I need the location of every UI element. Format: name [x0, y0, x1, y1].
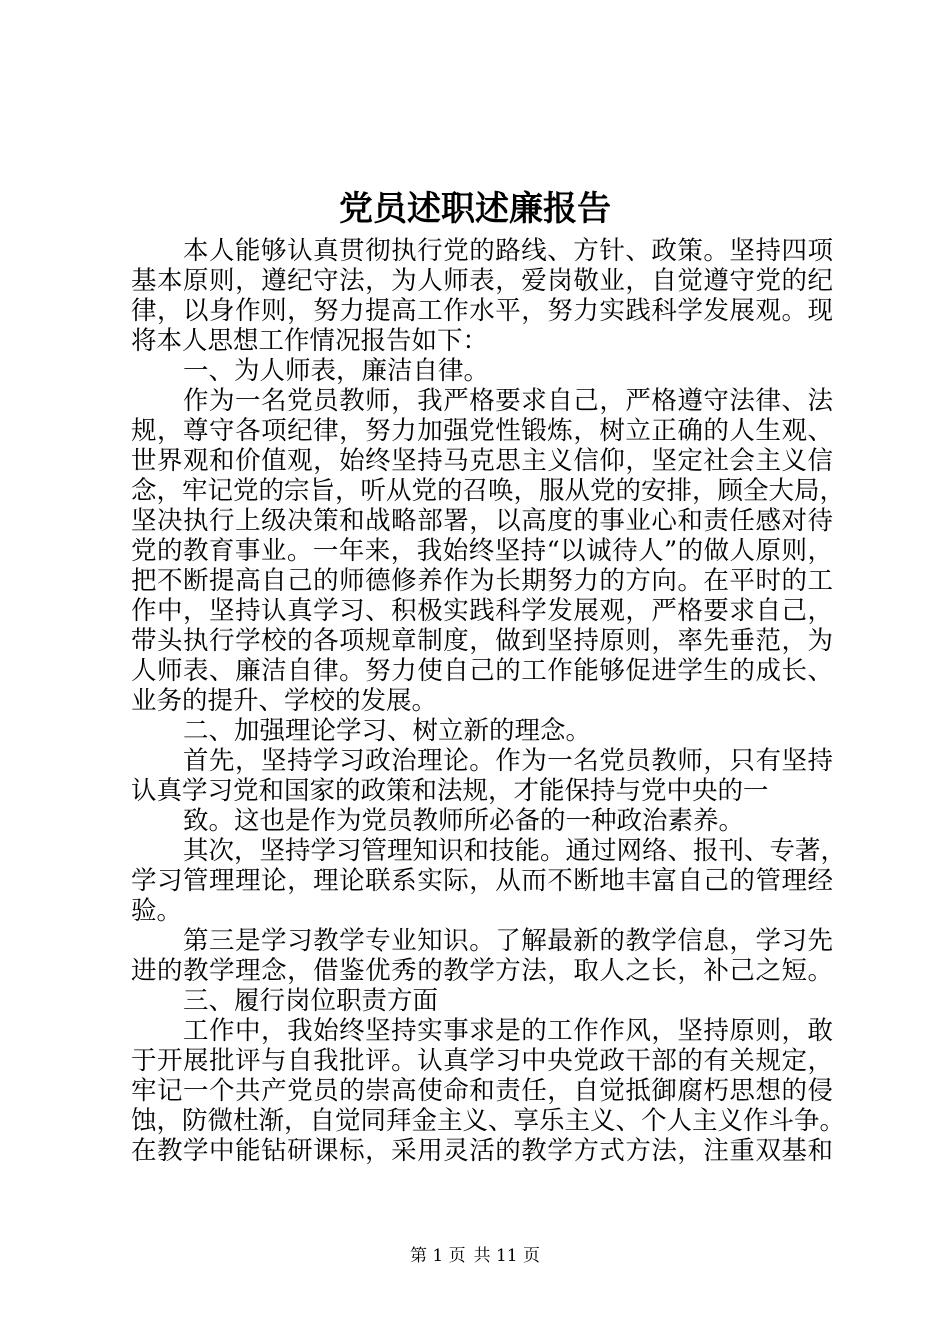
text-line: 业务的提升、学校的发展。 — [131, 686, 438, 716]
page-total: 共 11 页 — [473, 1246, 541, 1266]
text-line: 作为一名党员教师，我严格要求自己，严格遵守法律、法 — [183, 386, 833, 416]
text-line: 其次，坚持学习管理知识和技能。通过网络、报刊、专著， — [183, 836, 847, 866]
text-line: 工作中，我始终坚持实事求是的工作作风，坚持原则，敢 — [183, 1016, 833, 1046]
text-line: 规，尊守各项纪律，努力加强党性锻炼，树立正确的人生观、 — [131, 416, 833, 446]
text-line: 验。 — [131, 896, 183, 926]
text-line: 坚决执行上级决策和战略部署，以高度的事业心和责任感对待 — [131, 506, 833, 536]
text-line: 蚀，防微杜渐，自觉同拜金主义、享乐主义、个人主义作斗争。 — [131, 1106, 846, 1136]
text-line: 第三是学习教学专业知识。了解最新的教学信息，学习先 — [183, 926, 833, 956]
text-line: 二、加强理论学习、树立新的理念。 — [183, 716, 592, 746]
text-line: 人师表、廉洁自律。努力使自己的工作能够促进学生的成长、 — [131, 656, 833, 686]
text-line: 基本原则，遵纪守法，为人师表，爱岗敬业，自觉遵守党的纪 — [131, 266, 833, 296]
page-number: 第 1 页 — [409, 1246, 466, 1266]
text-line: 三、履行岗位职责方面 — [183, 986, 439, 1016]
text-line: 首先，坚持学习政治理论。作为一名党员教师，只有坚持 — [183, 746, 833, 776]
text-line: 在教学中能钻研课标，采用灵活的教学方式方法，注重双基和 — [131, 1136, 833, 1166]
text-line: 一、为人师表，廉洁自律。 — [183, 356, 490, 386]
text-line: 念，牢记党的宗旨，听从党的召唤，服从党的安排，顾全大局， — [131, 476, 846, 506]
page-footer — [0, 1244, 950, 1268]
text-line: 党的教育事业。一年来，我始终坚持“以诚待人”的做人原则， — [131, 536, 833, 566]
text-line: 带头执行学校的各项规章制度，做到坚持原则，率先垂范，为 — [131, 626, 833, 656]
document-title: 党员述职述廉报告 — [339, 189, 611, 229]
text-line: 进的教学理念，借鉴优秀的教学方法，取人之长，补己之短。 — [131, 956, 833, 986]
document-body — [131, 236, 847, 1166]
text-line: 作中，坚持认真学习、积极实践科学发展观，严格要求自己， — [131, 596, 833, 626]
text-line: 学习管理理论，理论联系实际，从而不断地丰富自己的管理经 — [131, 866, 833, 896]
text-line: 本人能够认真贯彻执行党的路线、方针、政策。坚持四项 — [183, 236, 833, 266]
text-line: 认真学习党和国家的政策和法规，才能保持与党中央的一 — [131, 776, 769, 806]
text-line: 致。这也是作为党员教师所必备的一种政治素养。 — [183, 806, 745, 836]
text-line: 把不断提高自己的师德修养作为长期努力的方向。在平时的工 — [131, 566, 833, 596]
text-line: 牢记一个共产党员的崇高使命和责任，自觉抵御腐朽思想的侵 — [131, 1076, 833, 1106]
text-line: 于开展批评与自我批评。认真学习中央党政干部的有关规定， — [131, 1046, 833, 1076]
text-line: 世界观和价值观，始终坚持马克思主义信仰，坚定社会主义信 — [131, 446, 833, 476]
text-line: 律，以身作则，努力提高工作水平，努力实践科学发展观。现 — [131, 296, 833, 326]
text-line: 将本人思想工作情况报告如下： — [131, 326, 489, 356]
